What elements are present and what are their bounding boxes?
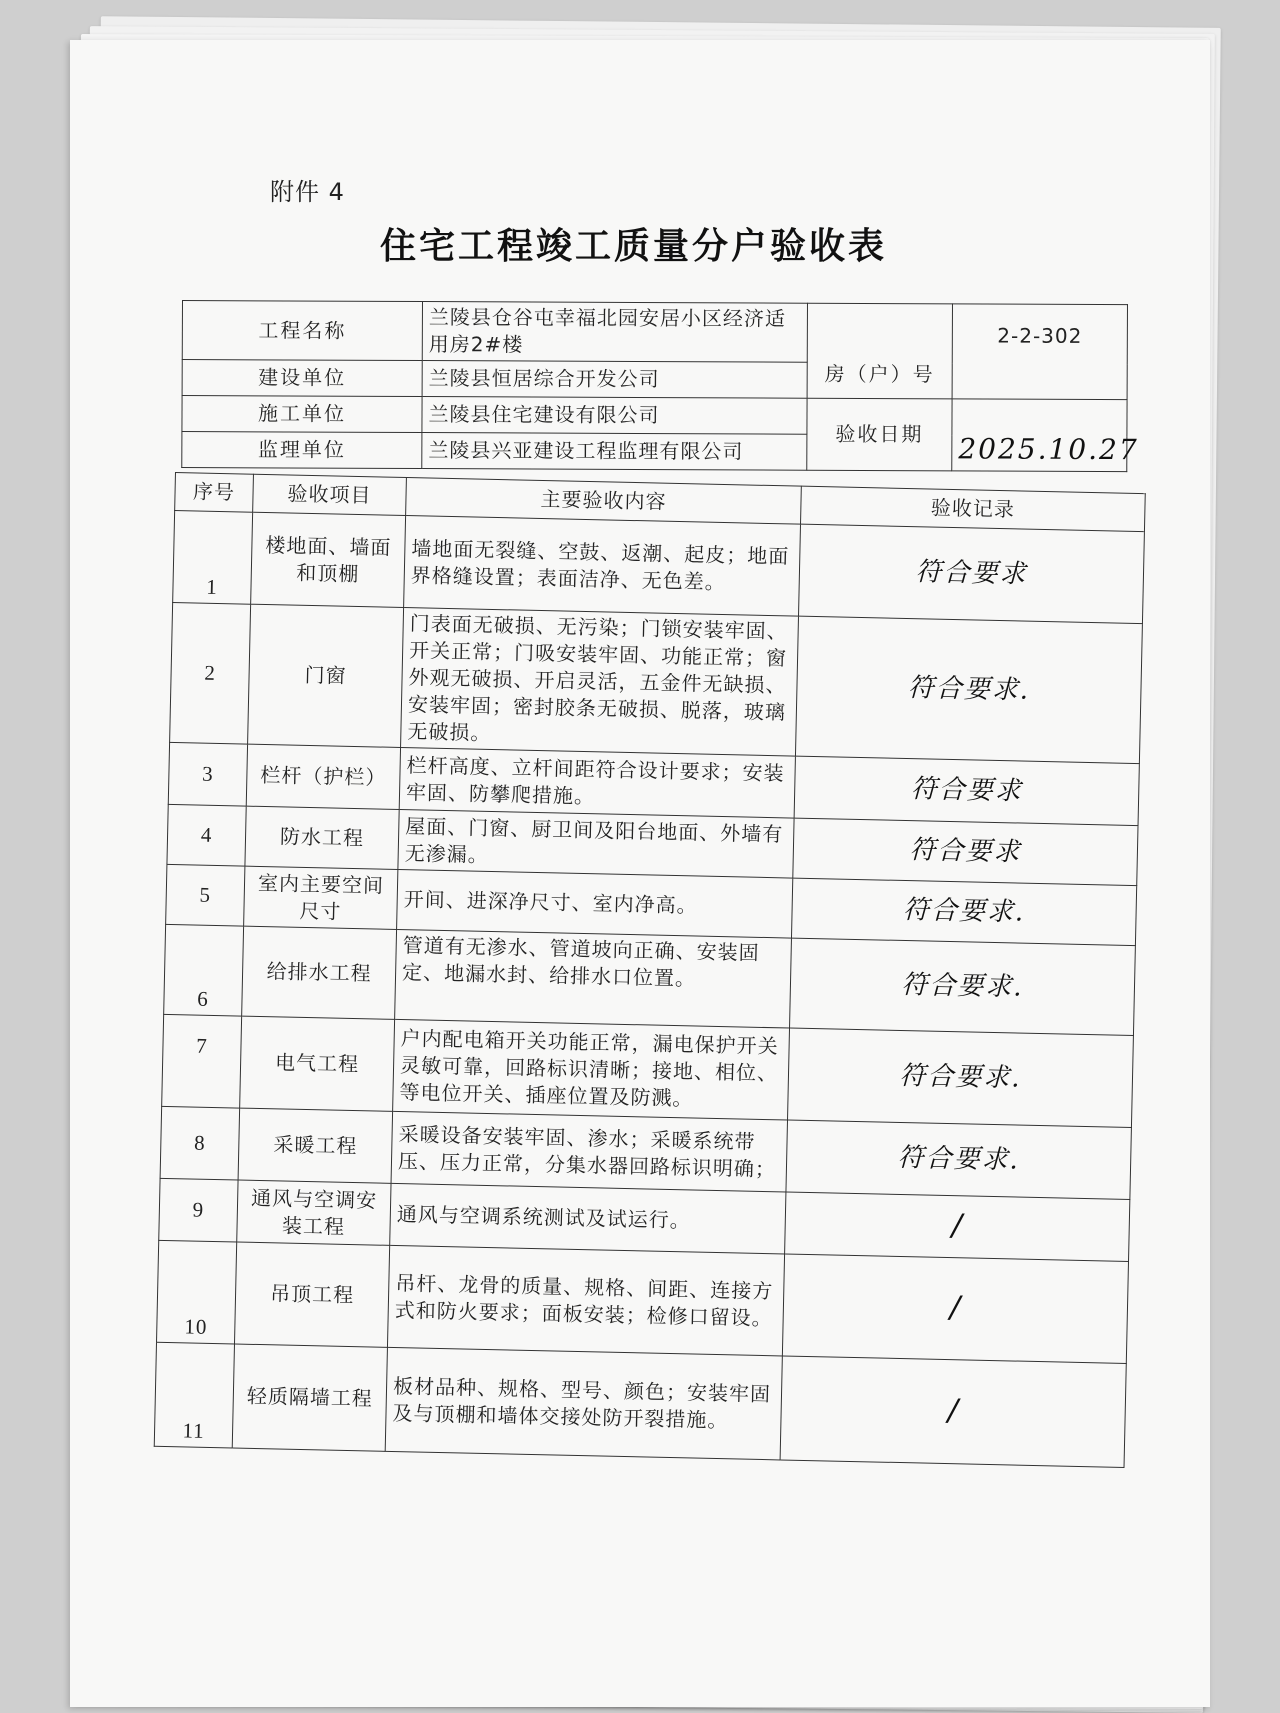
table-row	[170, 602, 1143, 763]
row-item: 给排水工程	[242, 926, 397, 1019]
row-record: 符合要求	[799, 524, 1145, 623]
header-table	[181, 300, 1139, 472]
row-no: 4	[167, 804, 246, 866]
row-no: 3	[168, 742, 247, 806]
contractor-label: 施工单位	[182, 396, 422, 433]
project-name-label: 工程名称	[182, 301, 422, 361]
row-item: 采暖工程	[238, 1108, 393, 1183]
contractor-value: 兰陵县住宅建设有限公司	[422, 397, 807, 435]
row-item: 防水工程	[245, 806, 399, 869]
row-content: 管道有无渗水、管道坡向正确、安装固定、地漏水封、给排水口位置。	[395, 929, 792, 1028]
col-header-content: 主要验收内容	[406, 478, 802, 525]
row-content: 通风与空调系统测试及试运行。	[390, 1183, 786, 1254]
row-no: 11	[154, 1342, 234, 1448]
row-content: 开间、进深净尺寸、室内净高。	[397, 869, 793, 938]
row-item: 栏杆（护栏）	[246, 744, 400, 809]
row-item: 吊顶工程	[234, 1242, 389, 1347]
row-record: 符合要求.	[788, 1028, 1134, 1127]
row-record: 符合要求.	[795, 616, 1142, 763]
row-content: 栏杆高度、立杆间距符合设计要求；安装牢固、防攀爬措施。	[399, 747, 795, 818]
row-record: 符合要求.	[790, 938, 1136, 1035]
row-item: 门窗	[248, 604, 404, 747]
row-record: 符合要求.	[791, 878, 1136, 945]
row-item: 室内主要空间尺寸	[244, 866, 398, 929]
row-item: 电气工程	[240, 1016, 395, 1111]
row-content: 户内配电箱开关功能正常，漏电保护开关灵敏可靠，回路标识清晰；接地、相位、等电位开关、插座位置及防溅。	[393, 1019, 790, 1120]
attachment-label: 附件 4	[270, 178, 345, 206]
row-record: /	[780, 1356, 1126, 1467]
row-no: 5	[166, 864, 245, 926]
row-item: 楼地面、墙面和顶棚	[251, 512, 406, 607]
row-record: /	[782, 1254, 1128, 1363]
supervisor-value: 兰陵县兴亚建设工程监理有限公司	[422, 433, 807, 471]
row-record: /	[785, 1192, 1130, 1261]
project-name-value: 兰陵县仓谷屯幸福北园安居小区经济适用房2#楼	[422, 302, 807, 363]
row-record: 符合要求	[794, 756, 1139, 825]
row-no: 9	[159, 1178, 238, 1242]
row-no: 6	[164, 924, 244, 1016]
row-no: 2	[170, 602, 251, 744]
row-content: 采暖设备安装牢固、渗水；采暖系统带压、压力正常，分集水器回路标识明确；	[391, 1111, 787, 1192]
row-no: 7	[162, 1014, 242, 1108]
row-content: 板材品种、规格、型号、颜色；安装牢固及与顶棚和墙体交接处防开裂措施。	[385, 1347, 782, 1460]
room-no-label: 房（户）号	[807, 303, 952, 399]
row-content: 屋面、门窗、厨卫间及阳台地面、外墙有无渗漏。	[398, 809, 794, 878]
row-no: 8	[160, 1106, 240, 1180]
row-record: 符合要求.	[786, 1120, 1131, 1199]
table-row	[154, 1342, 1126, 1467]
row-content: 吊杆、龙骨的质量、规格、间距、连接方式和防火要求；面板安装；检修口留设。	[387, 1245, 784, 1356]
row-content: 墙地面无裂缝、空鼓、返潮、起皮；地面界格缝设置；表面洁净、无色差。	[404, 516, 801, 617]
col-header-record: 验收记录	[801, 486, 1146, 531]
row-content: 门表面无破损、无污染；门锁安装牢固、开关正常；门吸安装牢固、功能正常；窗外观无破损、开启灵活，五金件无缺损、 安装牢固；密封胶条无破损、脱落，玻璃无破损。	[401, 608, 799, 757]
room-no-value: 2-2-302	[952, 304, 1127, 400]
row-no: 1	[173, 511, 253, 605]
supervisor-label: 监理单位	[182, 432, 422, 469]
row-item: 通风与空调安装工程	[237, 1180, 391, 1245]
row-record: 符合要求	[793, 818, 1138, 885]
form-title: 住宅工程竣工质量分户验收表	[380, 226, 888, 267]
row-item: 轻质隔墙工程	[232, 1344, 387, 1451]
date-label: 验收日期	[807, 398, 952, 471]
inspection-items-table	[154, 472, 1146, 1468]
col-header-item: 验收项目	[253, 474, 407, 515]
builder-value: 兰陵县恒居综合开发公司	[422, 361, 807, 399]
col-header-no: 序号	[175, 473, 254, 513]
row-no: 10	[157, 1240, 237, 1344]
date-value: 2025.10.27	[952, 399, 1127, 472]
builder-label: 建设单位	[182, 360, 422, 397]
